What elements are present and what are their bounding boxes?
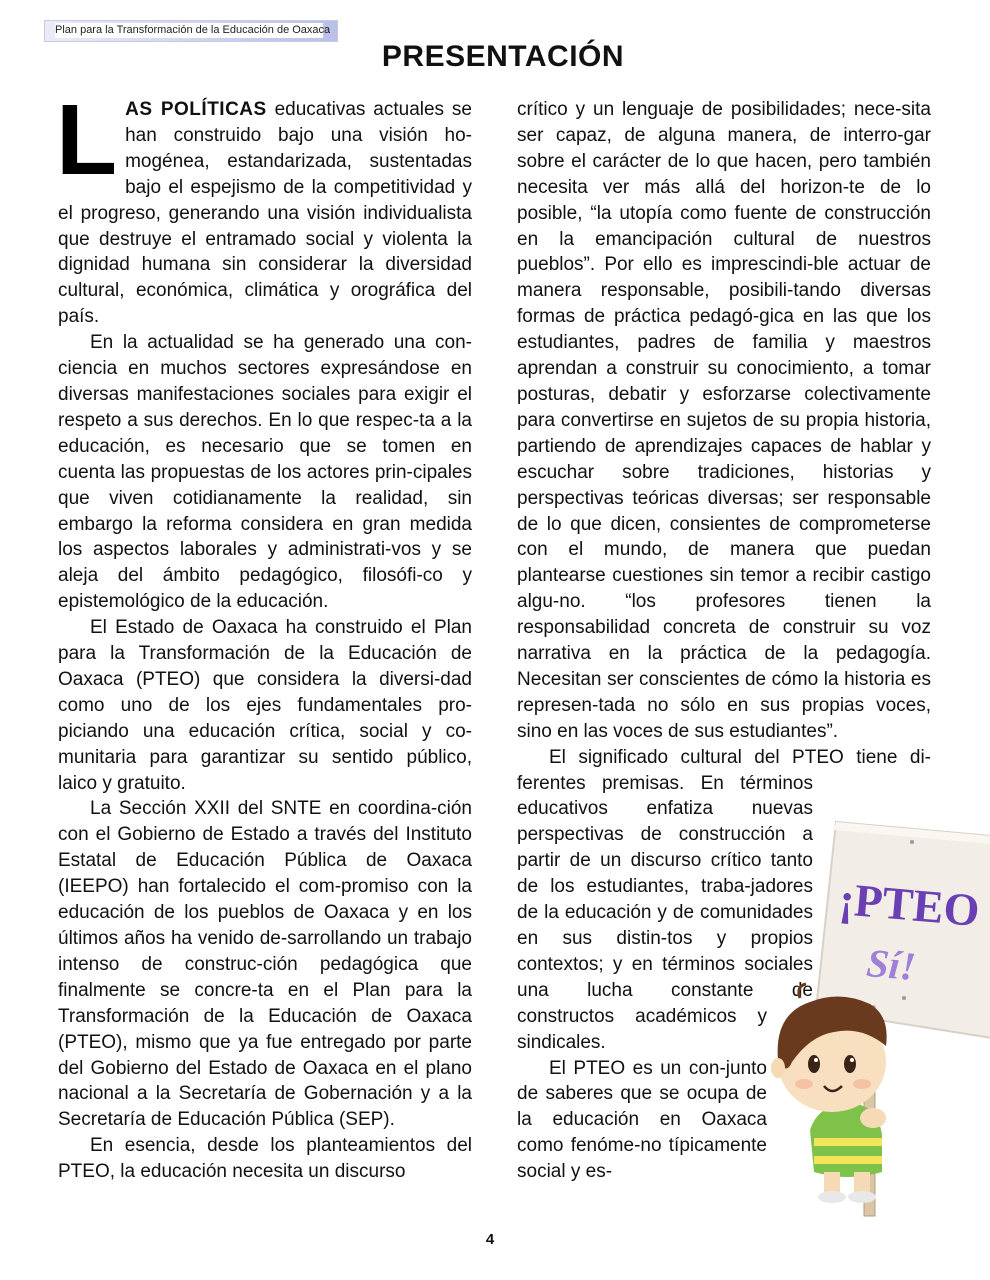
header-tab — [44, 20, 338, 42]
sign-text-line2: Sí! — [864, 940, 918, 990]
paragraph-2: En la actualidad se ha generado una con-ciencia en muchos sectores expresándose en diversas manifestaciones sociales para exigir el respeto a sus derechos. En lo que respec-ta a la educación, es necesario que se tomen en cuenta las propuestas de los actores prin-cipales que viven cotidianamente la realidad, sin embargo la reforma considera en gran medida los aspectos laborales y administrati-vos y se aleja del ámbito pedagógico, filosófi-co y epistemológico de la educación. — [58, 332, 472, 613]
sign-text-line1: ¡PTEO — [837, 873, 982, 937]
paragraph-4: La Sección XXII del SNTE en coordina-ción con el Gobierno de Estado a través del Instituto Estatal de Educación Pública de Oaxaca (IEEPO) han fortalecido el com-promiso con la educación de los pueblos de Oaxaca y en los últimos años ha venido de-sarrollando un trabajo intenso de construc-ción pedagógica que finalmente se concre-ta en el Plan para la Transformación de la Educación de Oaxaca (PTEO), mismo que ya fue entregado por parte del Gobierno del Estado de Oaxaca en el plano nacional a la Secretaría de Gobernación y a la Secretaría de Educación Pública (SEP). — [58, 798, 472, 1131]
page-title: PRESENTACIÓN — [381, 40, 625, 73]
lead-words: AS POLÍTICAS — [125, 99, 267, 120]
paragraph-1-text: educativas actuales se han construido bajo una visión ho-mogénea, estandarizada, sustentadas bajo el espejismo de la competitividad y el progreso, generando una visión individualista que destruye el entramado social y violenta la dignidad humana sin considerar la diversidad cultural, económica, climática y orográfica del país. — [58, 99, 472, 328]
sign-svg — [770, 800, 990, 1220]
paragraph-8: El PTEO es un con-junto de saberes que se ocupa de la educación en Oaxaca como fenóme-no típicamente social y es- — [517, 1057, 767, 1183]
paragraph-3: El Estado de Oaxaca ha construido el Plan para la Transformación de la Educación de Oaxaca (PTEO) que considera la diversi-dad como uno de los ejes fundamentales pro-piciando una educación crítica, social y co-munitaria para garantizar su sentido público, laico y gratuito. — [58, 617, 472, 794]
child-figure — [771, 984, 887, 1203]
page-number: 4 — [485, 1231, 495, 1248]
pteo-sign-illustration — [770, 800, 990, 1220]
left-column — [56, 84, 472, 1185]
paragraph-5: En esencia, desde los planteamientos del PTEO, la educación necesita un discurso — [58, 1135, 472, 1183]
header-tag-text: Plan para la Transformación de la Educación de Oaxaca — [55, 24, 331, 36]
paragraph-6: crítico y un lenguaje de posibilidades; nece-sita ser capaz, de alguna manera, de interro-gar sobre el carácter de lo que hacen, pero también necesita ver más allá del horizon-te de lo posible, “la utopía como fuente de construcción en la emancipación cultural de nuestros pueblos”. Por ello es imprescindi-ble actuar de manera responsable, posibili-tando diversas formas de práctica pedagó-gica en las que los estudiantes, padres de familia y maestros aprendan a construir su conocimiento, a tomar posturas, debatir y esforzarse colectivamente para convertirse en sujetos de su propia historia, partiendo de aprendizajes capaces de hablar y escuchar sobre tradiciones, historias y perspectivas teóricas diversas; ser responsable de lo que dicen, consientes de comprometerse con el mundo, de manera que puedan plantearse cuestiones sin temor a recibir castigo algu-no. “los profesores tienen la responsabilidad concreta de construir su voz narrativa en la práctica de la pedagogía. Necesitan ser conscientes de cómo la historia es represen-tada no sólo en sus propias voces, sino en las voces de sus estudiantes”. — [517, 99, 931, 742]
paragraph-1 — [56, 84, 472, 330]
drop-cap: L — [56, 84, 118, 196]
paragraph-7: El significado cultural del PTEO tiene di-ferentes premisas. En términos educativos enfatiza nuevas perspectivas de construcción a partir de un discurso crítico tanto de los estudiantes, traba-jadores de la educación y de comunidades en sus distin-tos y propios contextos; y en términos sociales una lucha constante de constructos académicos y sindicales. — [517, 746, 931, 1053]
